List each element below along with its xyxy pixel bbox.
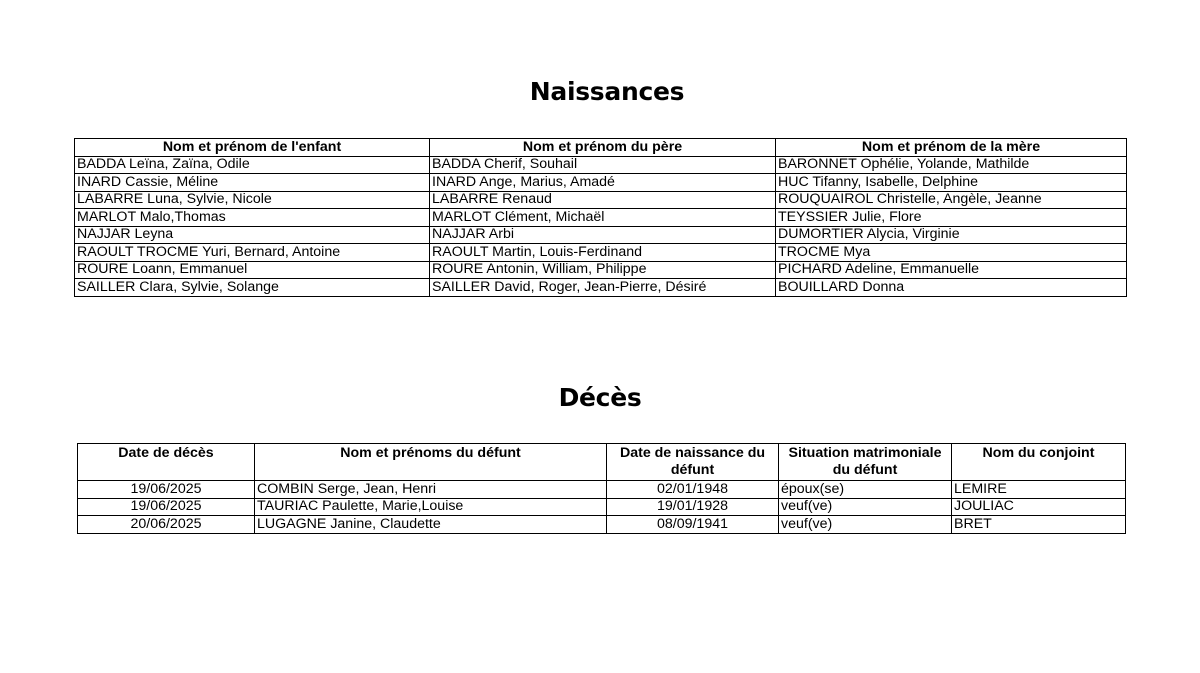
mother-name-cell: HUC Tifanny, Isabelle, Delphine	[776, 174, 1127, 192]
father-name-cell: MARLOT Clément, Michaël	[430, 209, 776, 227]
birth-date-cell: 02/01/1948	[607, 481, 779, 499]
death-date-cell: 19/06/2025	[78, 498, 255, 516]
father-name-cell: BADDA Cherif, Souhail	[430, 156, 776, 174]
table-row	[75, 156, 1127, 174]
birth-date-cell: 08/09/1941	[607, 516, 779, 534]
table-row	[75, 209, 1127, 227]
deceased-name-cell: COMBIN Serge, Jean, Henri	[255, 481, 607, 499]
deceased-name-cell: LUGAGNE Janine, Claudette	[255, 516, 607, 534]
mother-name-cell: TROCME Mya	[776, 244, 1127, 262]
spouse-name-cell: BRET	[952, 516, 1126, 534]
table-row	[75, 279, 1127, 297]
father-name-cell: NAJJAR Arbi	[430, 226, 776, 244]
births-table	[74, 138, 1127, 297]
mother-name-cell: PICHARD Adeline, Emmanuelle	[776, 261, 1127, 279]
header-father-name: Nom et prénom du père	[430, 139, 776, 157]
spouse-name-cell: JOULIAC	[952, 498, 1126, 516]
mother-name-cell: TEYSSIER Julie, Flore	[776, 209, 1127, 227]
father-name-cell: RAOULT Martin, Louis-Ferdinand	[430, 244, 776, 262]
mother-name-cell: ROUQUAIROL Christelle, Angèle, Jeanne	[776, 191, 1127, 209]
child-name-cell: BADDA Leïna, Zaïna, Odile	[75, 156, 430, 174]
header-child-name: Nom et prénom de l'enfant	[75, 139, 430, 157]
table-row	[75, 261, 1127, 279]
marital-status-cell: époux(se)	[779, 481, 952, 499]
deaths-title: Décès	[558, 383, 642, 412]
header-birth-date: Date de naissance du défunt	[607, 444, 779, 481]
child-name-cell: RAOULT TROCME Yuri, Bernard, Antoine	[75, 244, 430, 262]
father-name-cell: SAILLER David, Roger, Jean-Pierre, Désiré	[430, 279, 776, 297]
header-deceased-name: Nom et prénoms du défunt	[255, 444, 607, 481]
table-row	[75, 226, 1127, 244]
child-name-cell: LABARRE Luna, Sylvie, Nicole	[75, 191, 430, 209]
table-row	[75, 174, 1127, 192]
child-name-cell: NAJJAR Leyna	[75, 226, 430, 244]
spouse-name-cell: LEMIRE	[952, 481, 1126, 499]
father-name-cell: LABARRE Renaud	[430, 191, 776, 209]
birth-date-cell: 19/01/1928	[607, 498, 779, 516]
deaths-header-row	[78, 444, 1126, 481]
header-mother-name: Nom et prénom de la mère	[776, 139, 1127, 157]
table-row	[78, 498, 1126, 516]
child-name-cell: SAILLER Clara, Sylvie, Solange	[75, 279, 430, 297]
table-row	[78, 481, 1126, 499]
father-name-cell: ROURE Antonin, William, Philippe	[430, 261, 776, 279]
father-name-cell: INARD Ange, Marius, Amadé	[430, 174, 776, 192]
child-name-cell: INARD Cassie, Méline	[75, 174, 430, 192]
header-marital-status: Situation matrimoniale du défunt	[779, 444, 952, 481]
table-row	[78, 516, 1126, 534]
deaths-table	[77, 443, 1126, 534]
header-death-date: Date de décès	[78, 444, 255, 481]
marital-status-cell: veuf(ve)	[779, 516, 952, 534]
mother-name-cell: BARONNET Ophélie, Yolande, Mathilde	[776, 156, 1127, 174]
table-row	[75, 191, 1127, 209]
mother-name-cell: DUMORTIER Alycia, Virginie	[776, 226, 1127, 244]
births-title: Naissances	[529, 77, 685, 106]
table-row	[75, 244, 1127, 262]
child-name-cell: MARLOT Malo,Thomas	[75, 209, 430, 227]
mother-name-cell: BOUILLARD Donna	[776, 279, 1127, 297]
births-header-row	[75, 139, 1127, 157]
death-date-cell: 20/06/2025	[78, 516, 255, 534]
deceased-name-cell: TAURIAC Paulette, Marie,Louise	[255, 498, 607, 516]
header-spouse-name: Nom du conjoint	[952, 444, 1126, 481]
death-date-cell: 19/06/2025	[78, 481, 255, 499]
marital-status-cell: veuf(ve)	[779, 498, 952, 516]
child-name-cell: ROURE Loann, Emmanuel	[75, 261, 430, 279]
